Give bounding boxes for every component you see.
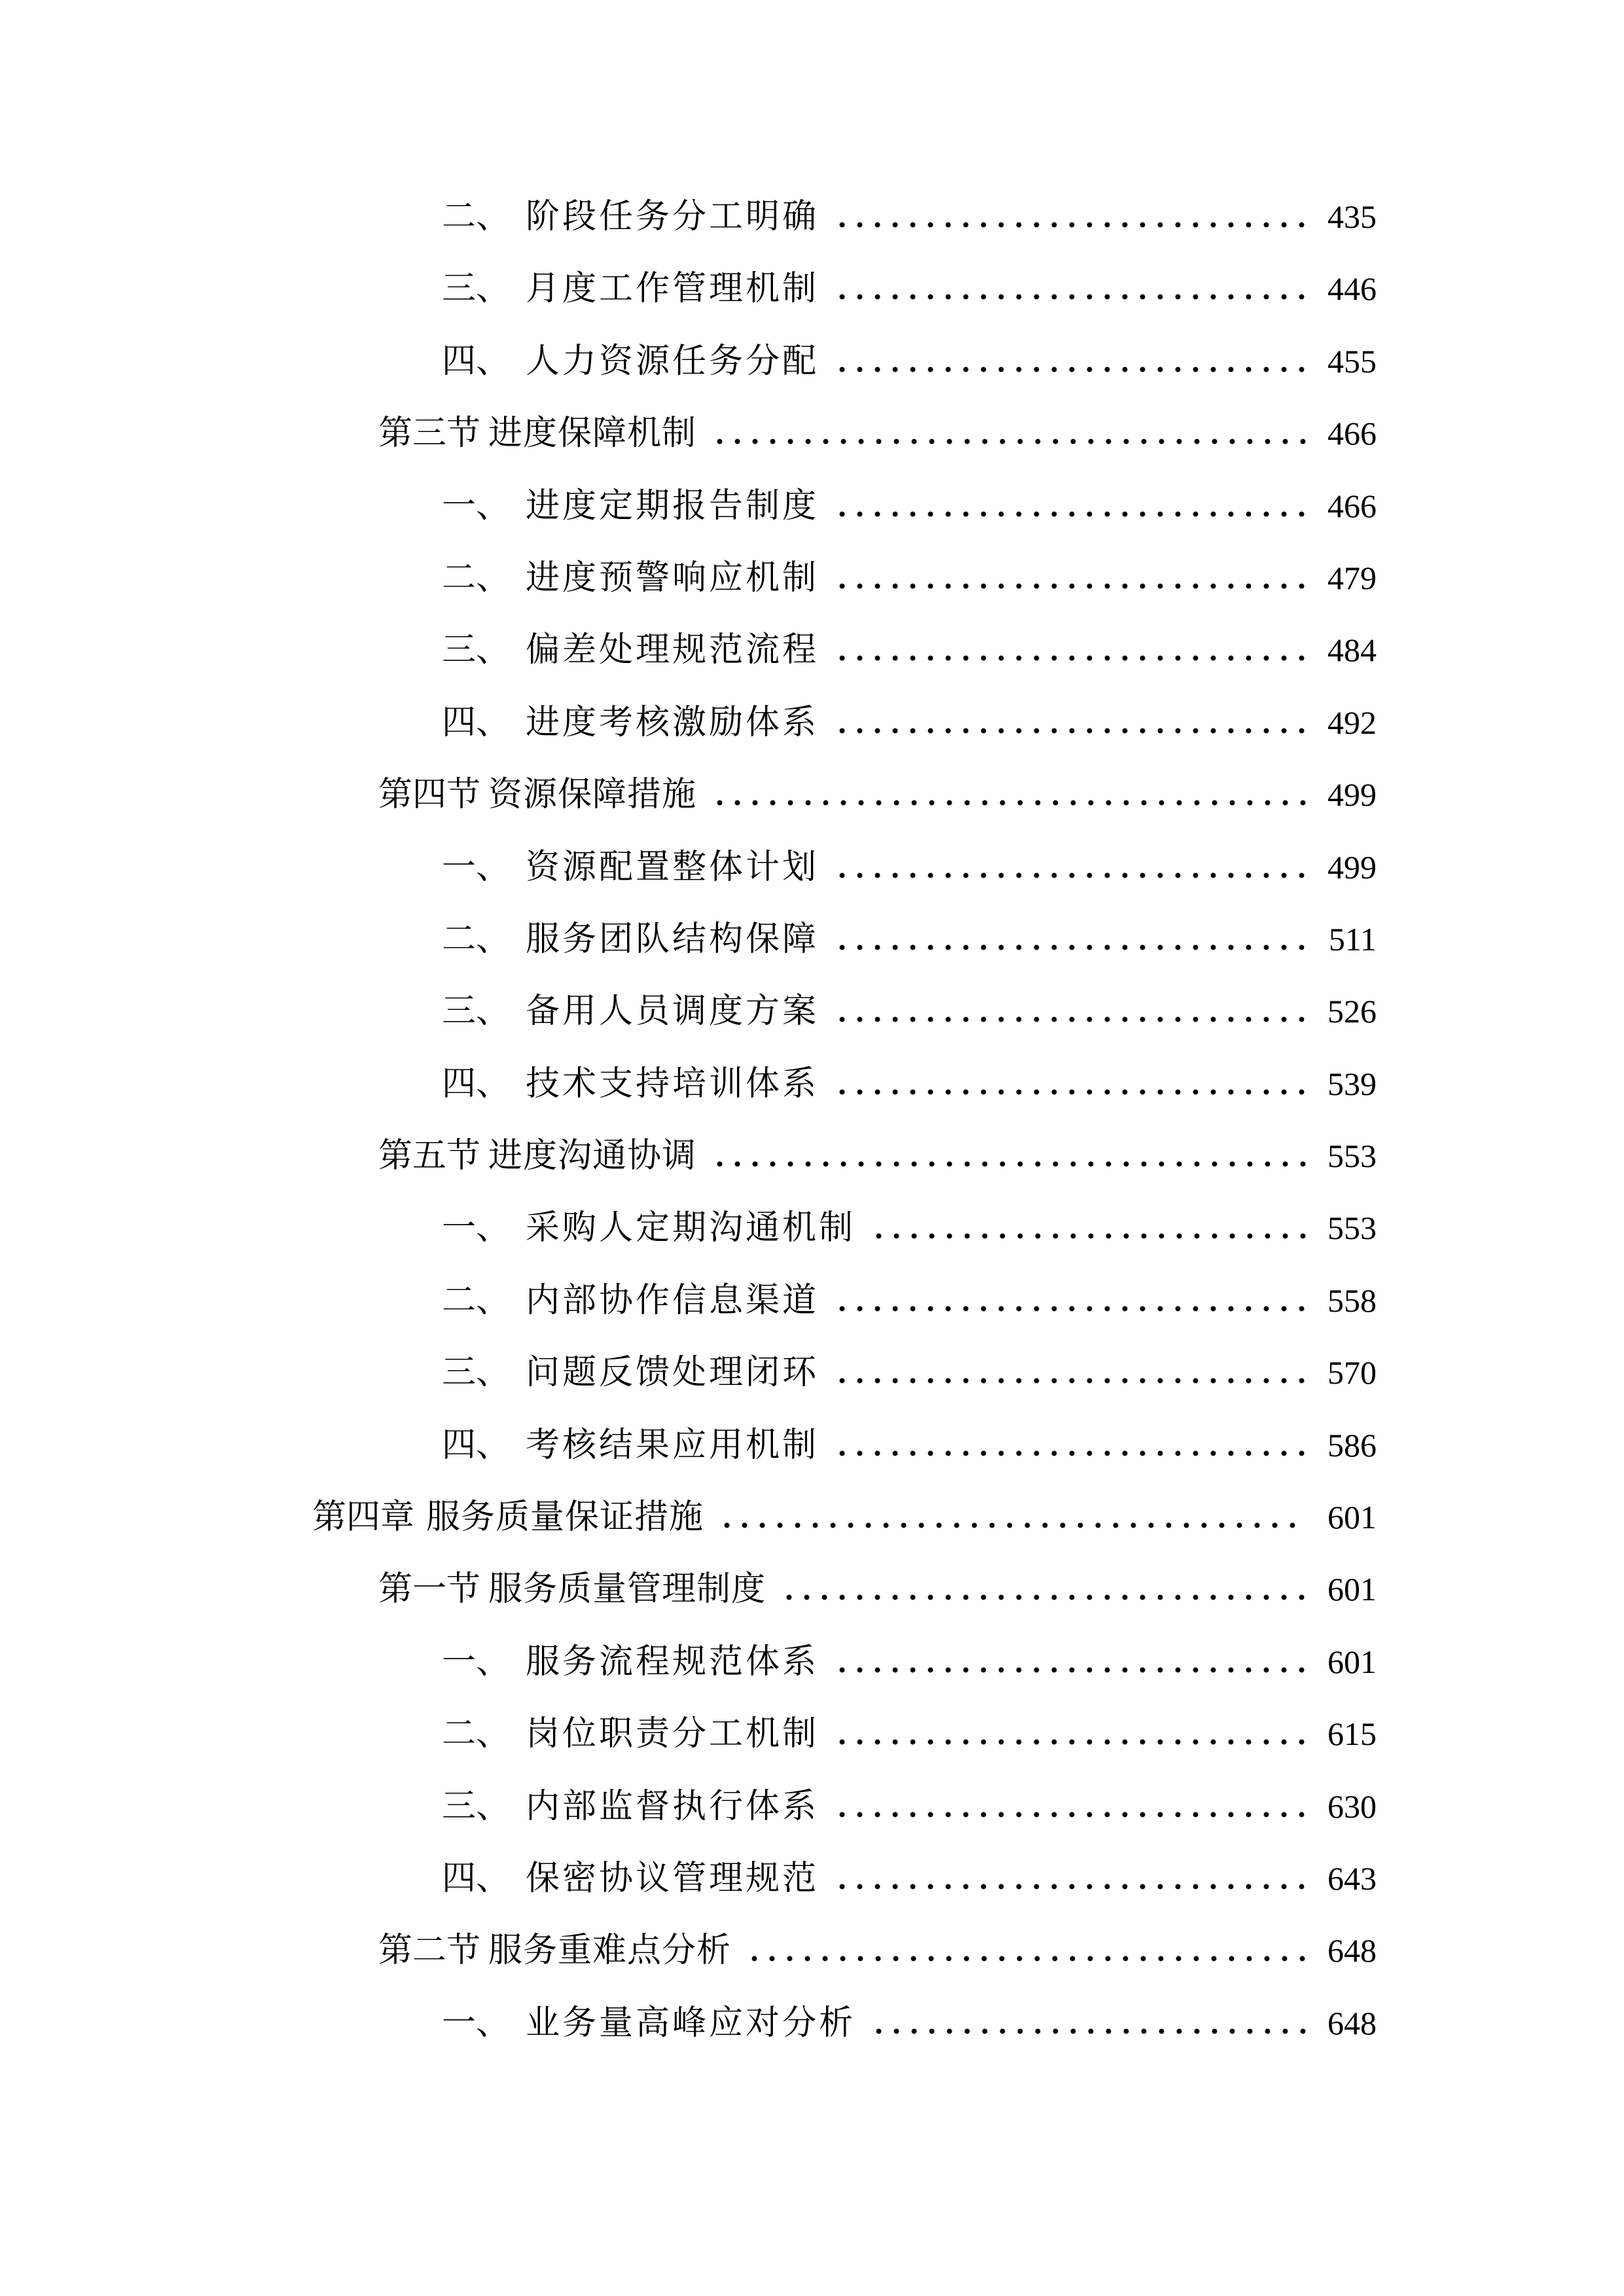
toc-entry[interactable] xyxy=(312,1336,1377,1408)
toc-entry-page: 553 xyxy=(1327,1138,1377,1175)
toc-entry-page: 643 xyxy=(1327,1859,1377,1897)
toc-entry-title: 服务团队结构保障 xyxy=(526,920,820,958)
dot-leader xyxy=(833,944,1308,950)
toc-entry[interactable] xyxy=(312,1698,1377,1770)
toc-entry-title: 技术支持培训体系 xyxy=(526,1065,820,1103)
toc-entry-number: 三、 xyxy=(442,993,511,1031)
toc-entry-title: 服务质量保证措施 xyxy=(426,1499,704,1537)
toc-entry-number: 一、 xyxy=(442,848,511,886)
dot-leader xyxy=(833,222,1307,228)
toc-entry-number: 四、 xyxy=(442,1859,511,1897)
dot-leader xyxy=(833,511,1307,517)
toc-entry-title: 进度考核激励体系 xyxy=(526,704,820,742)
toc-entry-page: 511 xyxy=(1328,920,1377,958)
toc-entry[interactable] xyxy=(312,975,1377,1047)
toc-entry-number: 一、 xyxy=(442,2004,511,2042)
toc-entry-title: 岗位职责分工机制 xyxy=(526,1715,820,1753)
toc-entry-number: 第三节 xyxy=(378,415,481,453)
toc-entry[interactable] xyxy=(312,1842,1377,1914)
toc-entry-page: 601 xyxy=(1327,1643,1377,1680)
toc-entry-number: 第五节 xyxy=(378,1138,481,1175)
toc-entry[interactable] xyxy=(312,1265,1377,1336)
toc-entry-page: 553 xyxy=(1327,1210,1377,1247)
toc-entry-title: 进度保障机制 xyxy=(488,415,697,453)
toc-entry[interactable] xyxy=(312,1192,1377,1264)
toc-entry[interactable] xyxy=(312,759,1377,831)
toc-entry-title: 月度工作管理机制 xyxy=(526,270,820,308)
toc-entry-page: 648 xyxy=(1327,1932,1377,1969)
dot-leader xyxy=(746,1956,1307,1962)
toc-entry-title: 资源保障措施 xyxy=(488,776,697,814)
toc-entry-number: 四、 xyxy=(442,1065,511,1103)
toc-entry[interactable] xyxy=(312,1626,1377,1698)
toc-entry-page: 539 xyxy=(1327,1065,1377,1102)
dot-leader xyxy=(718,1522,1307,1528)
toc-entry-page: 484 xyxy=(1327,632,1377,669)
toc-entry-title: 阶段任务分工明确 xyxy=(526,198,820,236)
toc-entry-number: 三、 xyxy=(442,1354,511,1392)
toc-entry[interactable] xyxy=(312,325,1377,397)
toc-entry-number: 第一节 xyxy=(378,1571,481,1609)
toc-entry-page: 630 xyxy=(1327,1787,1377,1825)
toc-entry-title: 进度沟通协调 xyxy=(488,1138,697,1175)
toc-entry-page: 499 xyxy=(1327,848,1377,886)
toc-entry[interactable] xyxy=(312,831,1377,903)
dot-leader xyxy=(833,1306,1307,1312)
toc-entry[interactable] xyxy=(312,397,1377,469)
toc-entry-page: 586 xyxy=(1327,1426,1377,1463)
toc-entry-number: 二、 xyxy=(442,198,511,236)
dot-leader xyxy=(780,1594,1307,1600)
toc-entry-number: 二、 xyxy=(442,1715,511,1753)
toc-entry-page: 648 xyxy=(1327,2004,1377,2041)
dot-leader xyxy=(711,800,1307,806)
toc-entry[interactable] xyxy=(312,614,1377,686)
dot-leader xyxy=(833,1089,1307,1095)
dot-leader xyxy=(711,439,1307,444)
toc-entry-title: 服务流程规范体系 xyxy=(526,1643,820,1681)
toc-entry-title: 考核结果应用机制 xyxy=(526,1426,820,1464)
toc-entry[interactable] xyxy=(312,1553,1377,1625)
dot-leader xyxy=(833,872,1307,878)
dot-leader xyxy=(711,1161,1307,1167)
dot-leader xyxy=(833,1450,1307,1456)
toc-entry-number: 第二节 xyxy=(378,1932,481,1970)
toc-entry[interactable] xyxy=(312,1120,1377,1192)
toc-entry-number: 四、 xyxy=(442,342,511,380)
dot-leader xyxy=(833,1667,1307,1673)
toc-entry-number: 第四节 xyxy=(378,776,481,814)
dot-leader xyxy=(833,1812,1307,1818)
toc-entry-number: 第四章 xyxy=(312,1499,415,1537)
toc-entry-title: 内部监督执行体系 xyxy=(526,1787,820,1825)
toc-entry[interactable] xyxy=(312,903,1377,975)
dot-leader xyxy=(833,294,1307,300)
toc-entry[interactable] xyxy=(312,1481,1377,1553)
toc-entry-title: 资源配置整体计划 xyxy=(526,848,820,886)
toc-entry-title: 保密协议管理规范 xyxy=(526,1859,820,1897)
toc-entry[interactable] xyxy=(312,470,1377,542)
toc-entry[interactable] xyxy=(312,1048,1377,1120)
toc-entry[interactable] xyxy=(312,542,1377,614)
toc-entry-page: 601 xyxy=(1327,1571,1377,1608)
dot-leader xyxy=(833,655,1307,661)
dot-leader xyxy=(833,1378,1307,1384)
toc-entry-number: 二、 xyxy=(442,1282,511,1319)
toc-entry[interactable] xyxy=(312,1770,1377,1842)
toc-entry[interactable] xyxy=(312,1409,1377,1481)
toc-entry-title: 业务量高峰应对分析 xyxy=(526,2004,856,2042)
toc-entry-title: 备用人员调度方案 xyxy=(526,993,820,1031)
toc-entry-page: 492 xyxy=(1327,704,1377,741)
toc-entry-page: 479 xyxy=(1327,559,1377,596)
toc-entry[interactable] xyxy=(312,1987,1377,2059)
toc-entry[interactable] xyxy=(312,181,1377,253)
toc-entry-page: 435 xyxy=(1327,198,1377,235)
toc-entry[interactable] xyxy=(312,1914,1377,1986)
dot-leader xyxy=(870,1233,1307,1239)
toc-entry-page: 601 xyxy=(1327,1499,1377,1536)
dot-leader xyxy=(833,583,1307,589)
dot-leader xyxy=(833,1884,1307,1890)
toc-entry-page: 466 xyxy=(1327,415,1377,452)
toc-entry-page: 558 xyxy=(1327,1282,1377,1319)
toc-entry-page: 526 xyxy=(1327,993,1377,1030)
toc-entry-page: 499 xyxy=(1327,776,1377,814)
toc-entry-title: 服务质量管理制度 xyxy=(488,1571,767,1609)
toc-entry-title: 内部协作信息渠道 xyxy=(526,1282,820,1319)
toc-entry-number: 二、 xyxy=(442,920,511,958)
toc-entry-page: 455 xyxy=(1327,342,1377,380)
toc-entry-title: 问题反馈处理闭环 xyxy=(526,1354,820,1392)
toc-entry-title: 人力资源任务分配 xyxy=(526,342,820,380)
toc-entry-number: 三、 xyxy=(442,1787,511,1825)
dot-leader xyxy=(833,728,1307,734)
toc-entry-number: 四、 xyxy=(442,704,511,742)
dot-leader xyxy=(833,367,1307,372)
toc-entry-number: 一、 xyxy=(442,1643,511,1681)
dot-leader xyxy=(870,2028,1307,2034)
toc-entry-title: 服务重难点分析 xyxy=(488,1932,732,1970)
toc-entry-number: 三、 xyxy=(442,632,511,670)
toc-entry[interactable] xyxy=(312,687,1377,759)
toc-entry-page: 446 xyxy=(1327,270,1377,308)
toc-entry-title: 进度预警响应机制 xyxy=(526,559,820,597)
dot-leader xyxy=(833,1016,1307,1022)
toc-entry-page: 570 xyxy=(1327,1354,1377,1391)
toc-entry-number: 二、 xyxy=(442,559,511,597)
toc-entry-number: 一、 xyxy=(442,1210,511,1247)
dot-leader xyxy=(833,1739,1307,1745)
toc-entry-number: 三、 xyxy=(442,270,511,308)
toc-entry-title: 进度定期报告制度 xyxy=(526,487,820,525)
toc-entry[interactable] xyxy=(312,253,1377,325)
toc-entry-number: 一、 xyxy=(442,487,511,525)
toc-entry-page: 466 xyxy=(1327,487,1377,524)
toc-entry-page: 615 xyxy=(1327,1715,1377,1753)
toc-entry-title: 偏差处理规范流程 xyxy=(526,632,820,670)
toc-entry-number: 四、 xyxy=(442,1426,511,1464)
toc-entry-title: 采购人定期沟通机制 xyxy=(526,1210,856,1247)
